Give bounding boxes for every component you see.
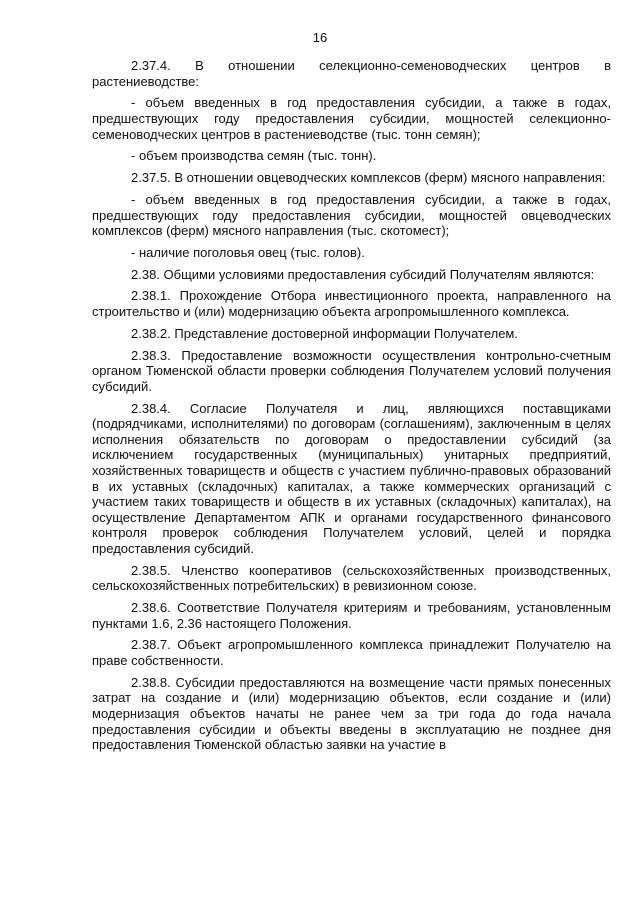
paragraph: 2.38.7. Объект агропромышленного комплекса принадлежит Получателю на праве собственности. — [92, 637, 611, 669]
paragraph: - объем введенных в год предоставления субсидии, а также в годах, предшествующих году предоставления субсидии, мощностей овцеводческих комплексов (ферм) мясного направления (тыс. скотомест); — [92, 191, 611, 239]
page-number: 16 — [312, 30, 328, 45]
document-body — [92, 58, 611, 759]
paragraph: 2.38.2. Представление достоверной информации Получателем. — [131, 325, 518, 341]
paragraph: 2.37.4. В отношении селекционно-семеноводческих центров в растениеводстве: — [92, 58, 611, 89]
paragraph: 2.38.8. Субсидии предоставляются на возмещение части прямых понесенных затрат на создание и (или) модернизацию объектов, если создание и (или) модернизация объектов начаты не ранее чем за три года до года начала предоставления субсидии и объекты введены в эксплуатацию не позднее дня предоставления Тюменской областью заявки на участие в — [92, 674, 611, 753]
paragraph: 2.38.4. Согласие Получателя и лиц, являющихся поставщиками (подрядчиками, исполнителями) по договорам (соглашениям), заключенным в целях исполнения обязательств по договорам о предоставлении субсидий (за исключением государственных (муниципальных) унитарных предприятий, хозяйственных товариществ и обществ с участием публично-правовых образований в их уставных (складочных) капиталах, а также коммерческих организаций с участием таких товариществ и обществ в их уставных (складочных) капиталах), на осуществление Департаментом АПК и органами государственного финансового контроля проверок соблюдения Получателем условий, целей и порядка предоставления субсидий. — [92, 400, 611, 556]
paragraph: 2.37.5. В отношении овцеводческих комплексов (ферм) мясного направления: — [131, 170, 606, 186]
paragraph: - наличие поголовья овец (тыс. голов). — [131, 244, 365, 260]
paragraph: 2.38.5. Членство кооперативов (сельскохозяйственных производственных, сельскохозяйственных потребительских) в ревизионном союзе. — [92, 562, 611, 594]
paragraph: 2.38.3. Предоставление возможности осуществления контрольно-счетным органом Тюменской области проверки соблюдения Получателем условий получения субсидий. — [92, 347, 611, 394]
paragraph: 2.38.1. Прохождение Отбора инвестиционного проекта, направленного на строительство и (или) модернизацию объекта агропромышленного комплекса. — [92, 288, 611, 320]
paragraph: - объем производства семян (тыс. тонн). — [131, 148, 377, 164]
paragraph: - объем введенных в год предоставления субсидии, а также в годах, предшествующих году предоставления субсидии, мощностей селекционно-семеноводческих центров в растениеводстве (тыс. тонн семян); — [92, 95, 611, 142]
paragraph: 2.38. Общими условиями предоставления субсидий Получателям являются: — [131, 266, 595, 282]
paragraph: 2.38.6. Соответствие Получателя критериям и требованиям, установленным пунктами 1.6, 2.36 настоящего Положения. — [92, 600, 611, 631]
